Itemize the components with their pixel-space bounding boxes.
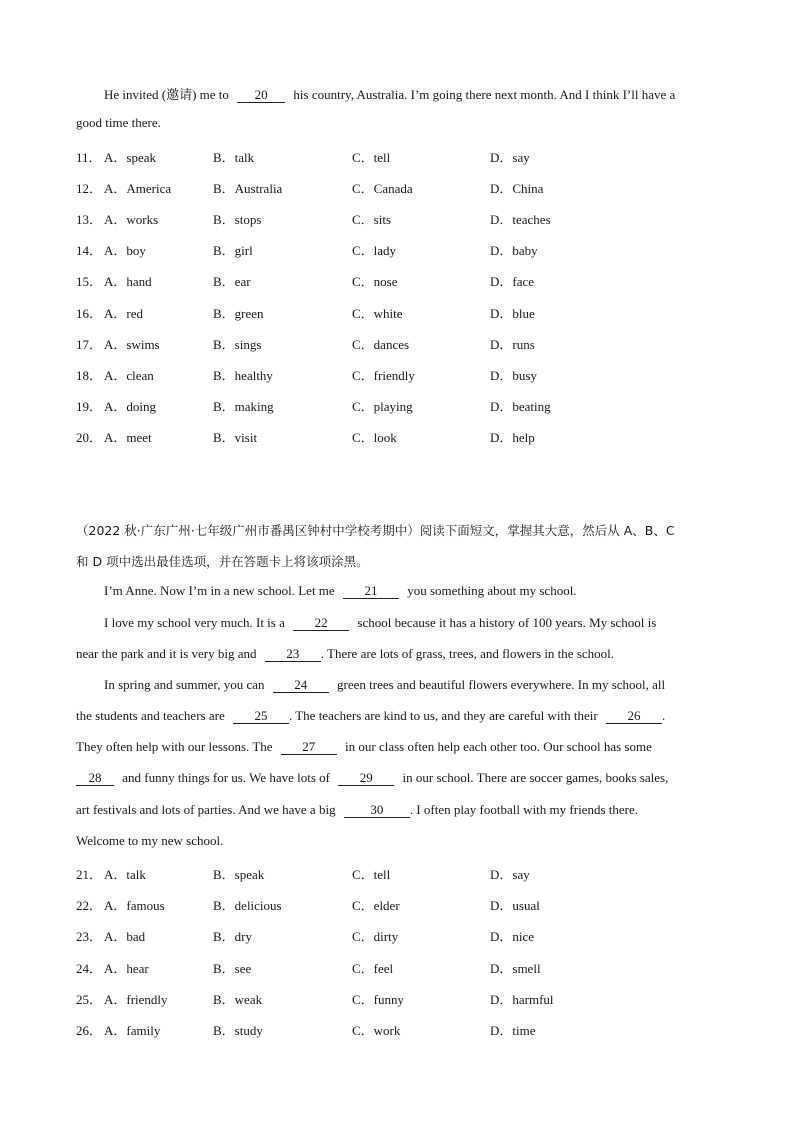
blank-20: 20: [237, 88, 285, 103]
option-b: B．delicious: [213, 898, 282, 914]
passage2-p3-l2-mid: . The teachers are kind to us, and they are careful with their: [288, 708, 598, 723]
question-number: 15．: [76, 274, 103, 290]
passage2-p1-post: you something about my school.: [407, 583, 577, 598]
passage1-text-post: his country, Australia. I’m going there next month. And I think I’ll have a: [293, 87, 676, 102]
blank-27: 27: [281, 740, 337, 755]
question-number: 26．: [76, 1023, 103, 1038]
question-row: [76, 178, 716, 196]
option-a: A．swims: [104, 336, 160, 352]
blank-21: 21: [343, 584, 399, 599]
option-c: C．work: [352, 1023, 401, 1038]
option-d: D．baby: [490, 243, 538, 259]
passage2-p2-line1: [104, 615, 656, 631]
question-number: 11．: [76, 150, 102, 165]
question-row: [76, 864, 716, 882]
option-d: D．time: [490, 1023, 536, 1038]
question-number: 17．: [76, 336, 103, 352]
section2-instruction-line1: （2022 秋·广东广州·七年级广州市番禺区钟村中学校考期中）阅读下面短文，掌握其大意，然后从 A、B、C: [76, 523, 675, 538]
blank-29: 29: [338, 771, 394, 786]
passage2-p2-l2-post: . There are lots of grass, trees, and flowers in the school.: [320, 646, 615, 661]
question-number: 12．: [76, 181, 103, 197]
option-c: C．white: [352, 305, 403, 321]
option-b: B．see: [213, 960, 252, 976]
question-row: [76, 365, 716, 383]
passage2-p3-line2: [76, 708, 665, 724]
option-b: B．sings: [213, 336, 262, 352]
option-d: D．teaches: [490, 212, 551, 228]
option-d: D．busy: [490, 367, 537, 383]
option-b: B．stops: [213, 212, 262, 228]
option-b: B．healthy: [213, 367, 273, 383]
passage2-p3-l3-post: in our class often help each other too. Our school has some: [345, 739, 652, 754]
question-row: [76, 396, 716, 414]
option-b: B．dry: [213, 929, 253, 945]
option-d: D．smell: [490, 960, 541, 976]
question-number: 21．: [76, 867, 103, 882]
blank-25: 25: [233, 709, 289, 724]
question-row: [76, 895, 716, 913]
passage2-p1: [104, 583, 577, 599]
option-c: C．elder: [352, 898, 400, 914]
passage2-p3-line1: [104, 677, 665, 693]
question-number: 13．: [76, 212, 103, 228]
option-d: D．nice: [490, 929, 535, 945]
option-a: A．hear: [104, 960, 149, 976]
passage2-p3-l5: art festivals and lots of parties. And we have a big: [76, 802, 336, 817]
option-a: A．doing: [104, 398, 157, 414]
option-c: C．tell: [352, 150, 391, 165]
passage2-p3-l4-post2: in our school. There are soccer games, books sales,: [402, 770, 669, 785]
passage2-p2-l1-post: school because it has a history of 100 years. My school is: [357, 615, 657, 630]
passage2-p3-l3-pre: They often help with our lessons. The: [76, 739, 273, 754]
option-c: C．playing: [352, 398, 413, 414]
option-a: A．meet: [104, 429, 152, 445]
question-row: [76, 1020, 716, 1038]
option-d: D．help: [490, 429, 535, 445]
section2-instruction-line2: 和 D 项中选出最佳选项，并在答题卡上将该项涂黑。: [76, 554, 369, 569]
question-row: [76, 427, 716, 445]
question-row: [76, 926, 716, 944]
option-c: C．tell: [352, 867, 391, 882]
passage2-p3-l4-post: and funny things for us. We have lots of: [122, 770, 331, 785]
passage2-p1-pre: I’m Anne. Now I’m in a new school. Let me: [104, 583, 335, 598]
option-d: D．harmful: [490, 991, 554, 1007]
passage2-p3-l1-post: green trees and beautiful flowers everywhere. In my school, all: [337, 677, 666, 692]
passage2-p2-l2-pre: near the park and it is very big and: [76, 646, 257, 661]
option-b: B．speak: [213, 867, 265, 882]
passage2-p3-l5-post: . I often play football with my friends there.: [409, 802, 638, 817]
option-a: A．red: [104, 305, 143, 321]
passage1-line2: good time there.: [76, 115, 161, 130]
question-number: 19．: [76, 398, 103, 414]
question-number: 14．: [76, 243, 103, 259]
option-a: A．bad: [104, 929, 146, 945]
passage1-text-pre: He invited (邀请) me to: [104, 87, 229, 102]
option-a: A．family: [104, 1023, 161, 1038]
question-row: [76, 334, 716, 352]
option-d: D．runs: [490, 336, 535, 352]
passage2-p3-l2-post: .: [661, 708, 666, 723]
blank-30: 30: [344, 803, 410, 818]
option-d: D．usual: [490, 898, 540, 914]
passage2-p3-line3: [76, 739, 652, 755]
question-row: [76, 958, 716, 976]
question-row: [76, 303, 716, 321]
question-row: [76, 989, 716, 1007]
option-b: B．visit: [213, 429, 258, 445]
option-d: D．beating: [490, 398, 551, 414]
option-b: B．weak: [213, 991, 263, 1007]
option-c: C．dances: [352, 336, 410, 352]
question-row: [76, 147, 716, 165]
option-c: C．feel: [352, 960, 394, 976]
option-c: C．lady: [352, 243, 397, 259]
question-row: [76, 240, 716, 258]
question-number: 25．: [76, 991, 103, 1007]
blank-23: 23: [265, 647, 321, 662]
blank-24: 24: [273, 678, 329, 693]
question-number: 23．: [76, 929, 103, 945]
blank-26: 26: [606, 709, 662, 724]
passage1-line1: [104, 84, 675, 103]
passage2-p3-line5: [76, 802, 638, 818]
blank-22: 22: [293, 616, 349, 631]
option-c: C．funny: [352, 991, 405, 1007]
option-c: C．look: [352, 429, 397, 445]
option-a: A．friendly: [104, 991, 168, 1007]
option-b: B．green: [213, 305, 264, 321]
question-number: 22．: [76, 898, 103, 914]
option-b: B．Australia: [213, 181, 283, 197]
passage2-p3-line4: [76, 770, 668, 786]
blank-28: 28: [76, 771, 114, 786]
question-number: 20．: [76, 429, 103, 445]
question-row: [76, 271, 716, 289]
option-c: C．sits: [352, 212, 392, 228]
question-number: 18．: [76, 367, 103, 383]
option-a: A．famous: [104, 898, 165, 914]
option-d: D．China: [490, 181, 544, 197]
option-a: A．works: [104, 212, 159, 228]
option-a: A．America: [104, 181, 172, 197]
question-number: 16．: [76, 305, 103, 321]
option-c: C．Canada: [352, 181, 413, 197]
option-d: D．blue: [490, 305, 535, 321]
option-d: D．say: [490, 867, 530, 882]
option-c: C．nose: [352, 274, 398, 290]
passage2-p2-l1-pre: I love my school very much. It is a: [104, 615, 285, 630]
option-c: C．dirty: [352, 929, 399, 945]
option-a: A．talk: [104, 867, 146, 882]
passage2-p3-l1-pre: In spring and summer, you can: [104, 677, 265, 692]
passage2-p3-l2-pre: the students and teachers are: [76, 708, 225, 723]
option-c: C．friendly: [352, 367, 415, 383]
option-b: B．making: [213, 398, 274, 414]
option-a: A．boy: [104, 243, 146, 259]
option-b: B．ear: [213, 274, 251, 290]
passage2-p3-line6: Welcome to my new school.: [76, 833, 224, 848]
option-a: A．speak: [104, 150, 156, 165]
option-a: A．hand: [104, 274, 152, 290]
option-b: B．study: [213, 1023, 263, 1038]
option-b: B．talk: [213, 150, 255, 165]
option-d: D．face: [490, 274, 535, 290]
passage2-p2-line2: [76, 646, 614, 662]
option-b: B．girl: [213, 243, 253, 259]
option-a: A．clean: [104, 367, 154, 383]
question-row: [76, 209, 716, 227]
option-d: D．say: [490, 150, 530, 165]
question-number: 24．: [76, 960, 103, 976]
